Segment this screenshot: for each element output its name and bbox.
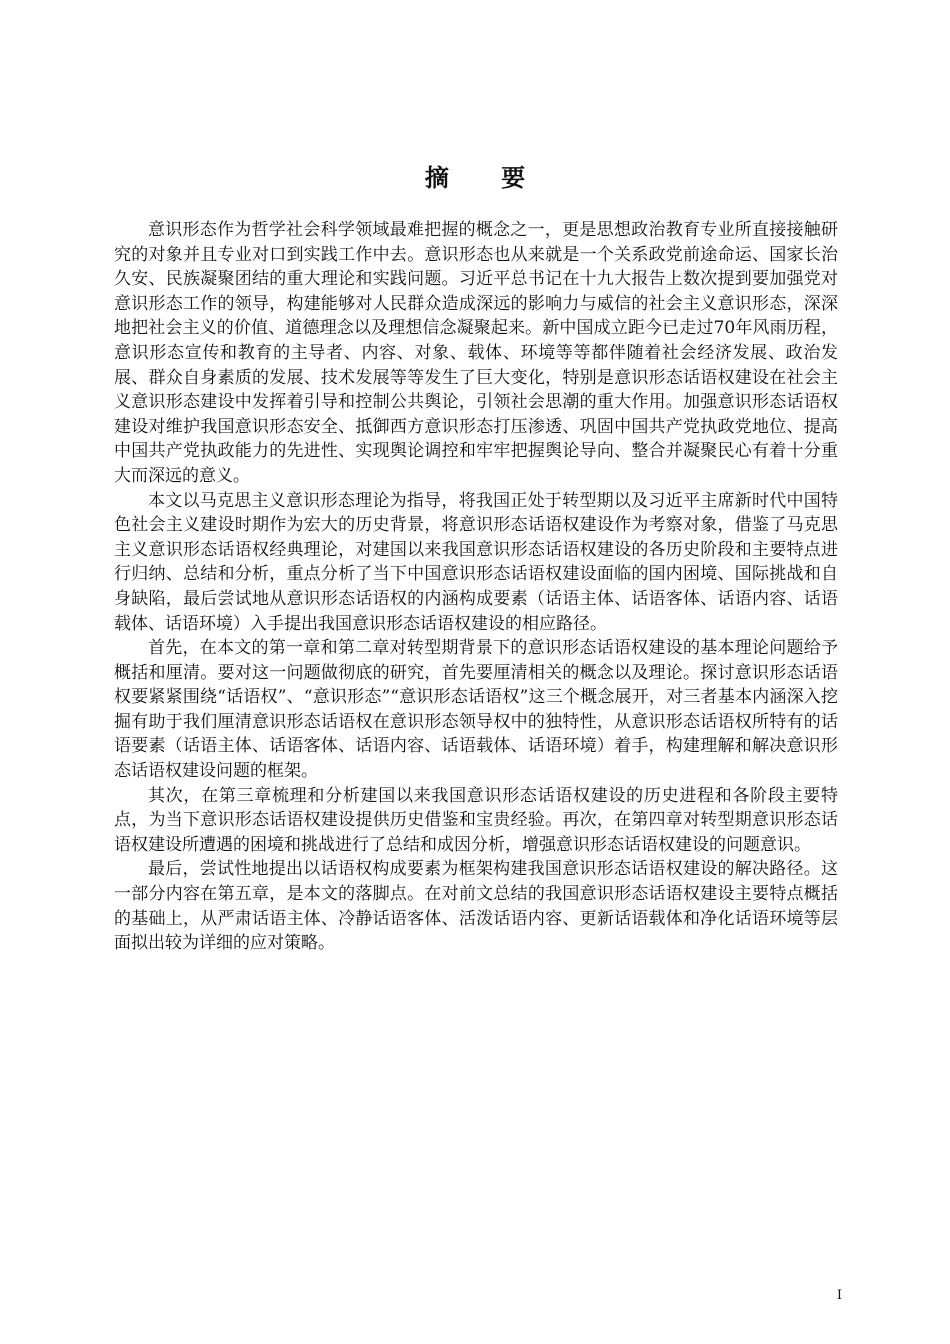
abstract-paragraph-5: 最后，尝试性地提出以话语权构成要素为框架构建我国意识形态话语权建设的解决路径。这一部分内容在第五章，是本文的落脚点。在对前文总结的我国意识形态话语权建设主要特点概括的基础上，从严肃话语主体、冷静话语客体、活泼话语内容、更新话语载体和净化话语环境等层面拟出较为详细的应对策略。 <box>114 859 838 954</box>
abstract-paragraph-4: 其次，在第三章梳理和分析建国以来我国意识形态话语权建设的历史进程和各阶段主要特点，为当下意识形态话语权建设提供历史借鉴和宝贵经验。再次，在第四章对转型期意识形态话语权建设所遭遇的困境和挑战进行了总结和成因分析，增强意识形态话语权建设的问题意识。 <box>114 785 838 855</box>
abstract-paragraph-1: 意识形态作为哲学社会科学领域最难把握的概念之一，更是思想政治教育专业所直接接触研究的对象并且专业对口到实践工作中去。意识形态也从来就是一个关系政党前途命运、国家长治久安、民族凝聚团结的重大理论和实践问题。习近平总书记在十九大报告上数次提到要加强党对意识形态工作的领导，构建能够对人民群众造成深远的影响力与威信的社会主义意识形态，深深地把社会主义的价值、道德理念以及理想信念凝聚起来。新中国成立距今已走过70年风雨历程，意识形态宣传和教育的主导者、内容、对象、载体、环境等等都伴随着社会经济发展、政治发展、群众自身素质的发展、技术发展等等发生了巨大变化，特别是意识形态话语权建设在社会主义意识形态建设中发挥着引导和控制公共舆论，引领社会思潮的重大作用。加强意识形态话语权建设对维护我国意识形态安全、抵御西方意识形态打压渗透、巩固中国共产党执政党地位、提高中国共产党执政能力的先进性、实现舆论调控和牢牢把握舆论导向、整合并凝聚民心有着十分重大而深远的意义。 <box>114 220 838 486</box>
abstract-body <box>114 218 838 956</box>
abstract-paragraph-3: 首先，在本文的第一章和第二章对转型期背景下的意识形态话语权建设的基本理论问题给予概括和厘清。要对这一问题做彻底的研究，首先要厘清相关的概念以及理论。探讨意识形态话语权要紧紧围绕“话语权”、“意识形态”“意识形态话语权”这三个概念展开，对三者基本内涵深入挖掘有助于我们厘清意识形态话语权在意识形态领导权中的独特性，从意识形态话语权所特有的话语要素（话语主体、话语客体、话语内容、话语载体、话语环境）着手，构建理解和解决意识形态话语权建设问题的框架。 <box>114 638 838 782</box>
page-number: I <box>836 1288 842 1303</box>
abstract-paragraph-2: 本文以马克思主义意识形态理论为指导，将我国正处于转型期以及习近平主席新时代中国特色社会主义建设时期作为宏大的历史背景，将意识形态话语权建设作为考察对象，借鉴了马克思主义意识形态话语权经典理论，对建国以来我国意识形态话语权建设的各历史阶段和主要特点进行归纳、总结和分析，重点分析了当下中国意识形态话语权建设面临的国内困境、国际挑战和自身缺陷，最后尝试地从意识形态话语权的内涵构成要素（话语主体、话语客体、话语内容、话语载体、话语环境）入手提出我国意识形态话语权建设的相应路径。 <box>114 490 838 634</box>
abstract-title: 摘 要 <box>424 163 548 192</box>
